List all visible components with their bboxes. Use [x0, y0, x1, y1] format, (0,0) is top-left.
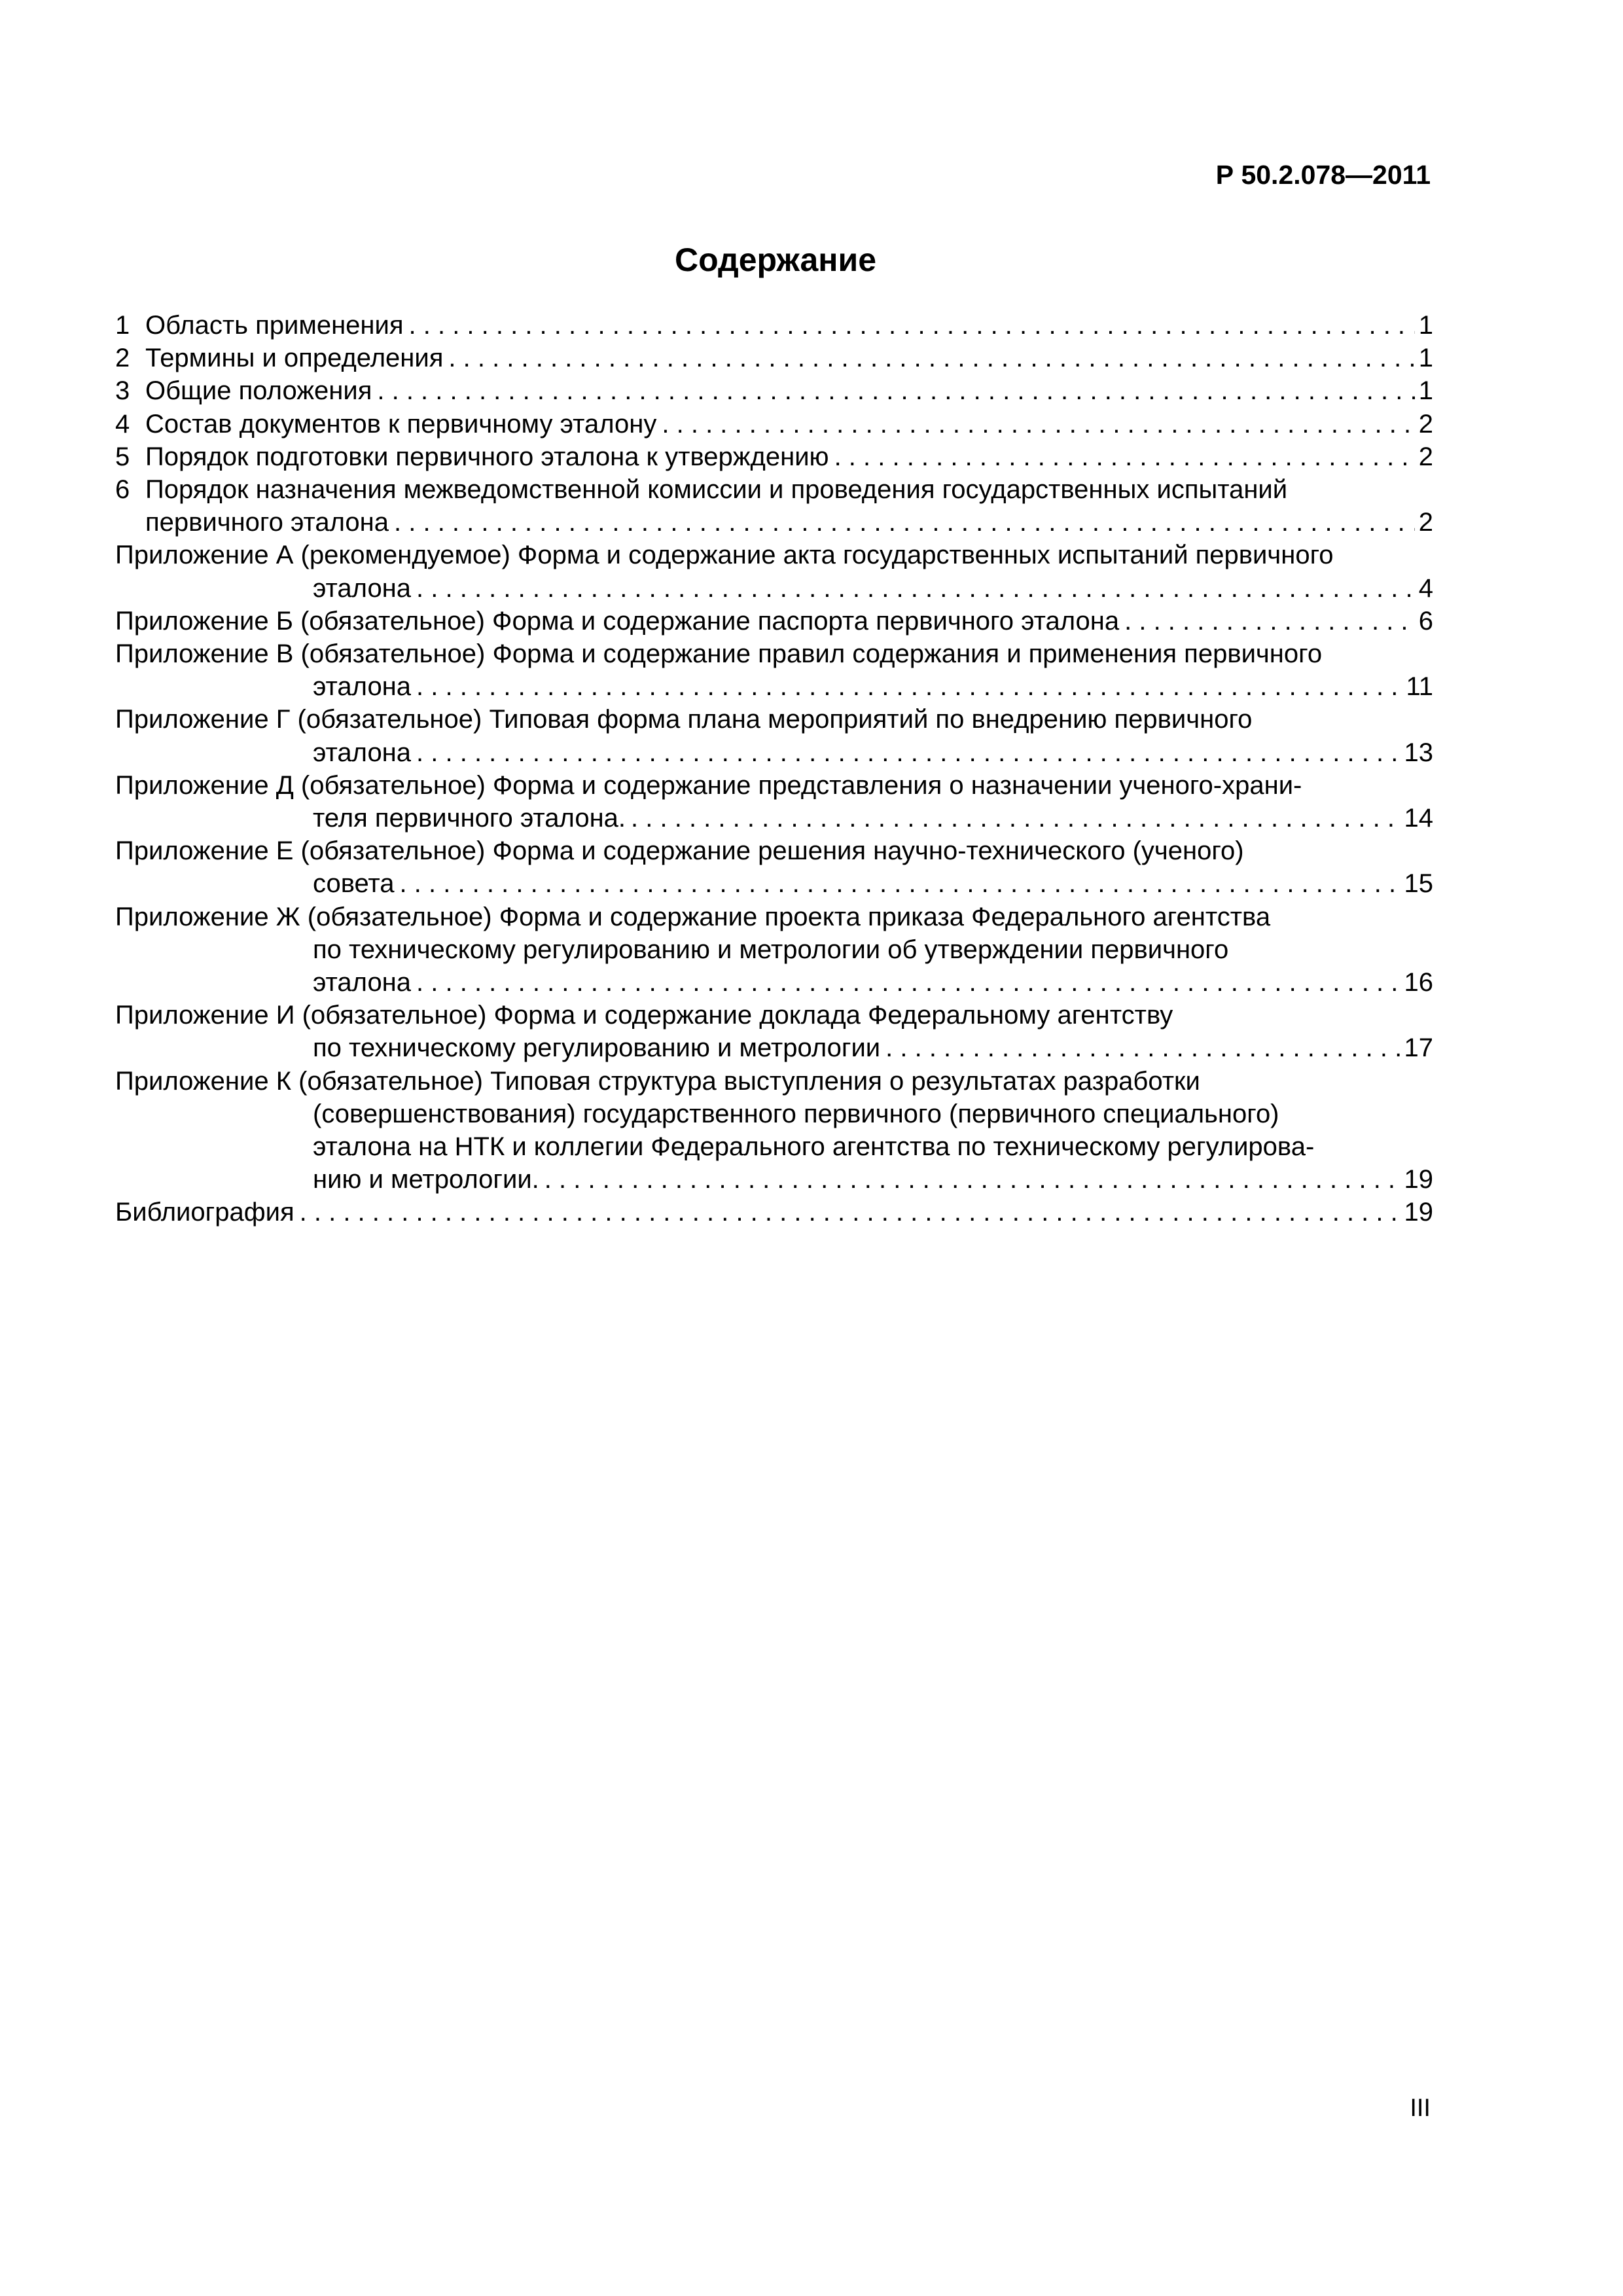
- toc-entry-number: 3: [115, 376, 130, 406]
- toc-entry-line: [115, 408, 1433, 440]
- toc-entry-line: [115, 802, 1433, 834]
- toc-entry-title: [313, 1031, 885, 1064]
- toc-entry-line: [115, 1130, 1433, 1163]
- toc-entry-title: [115, 342, 448, 374]
- toc-entry-bibliography[interactable]: [115, 1196, 1433, 1229]
- toc-entry-page: 1: [1418, 376, 1433, 406]
- toc-entry-page: 19: [1404, 1198, 1433, 1227]
- toc-entry-text: Библиография: [115, 1198, 294, 1227]
- toc-entry-text: нию и метрологии.: [313, 1165, 539, 1194]
- toc-entry[interactable]: [115, 637, 1433, 703]
- toc-entry[interactable]: [115, 309, 1433, 342]
- toc-entry-line: [115, 506, 1433, 539]
- toc-entry-line: [115, 1163, 1433, 1196]
- toc-leader-dots: [416, 966, 1400, 999]
- toc-entry-number: 5: [115, 442, 130, 471]
- toc-entry-title: [313, 966, 416, 999]
- toc-title: Содержание: [674, 242, 877, 278]
- toc-entry-number: 6: [115, 475, 130, 505]
- toc-entry-line: [115, 1065, 1433, 1098]
- toc-entry-page: 13: [1404, 738, 1433, 767]
- toc-entry[interactable]: [115, 374, 1433, 407]
- toc-entry-line: [115, 1098, 1433, 1130]
- toc-entry-title: [313, 1163, 544, 1196]
- toc-entry-text: Порядок подготовки первичного эталона к утверждению: [145, 442, 829, 471]
- toc-leader-dots: [409, 309, 1415, 342]
- toc-entry-line: [115, 1031, 1433, 1064]
- toc-leader-dots: [400, 867, 1400, 900]
- toc-entry-page: 2: [1418, 409, 1433, 439]
- toc-entry-line: [115, 309, 1433, 342]
- toc-entry-line: [115, 901, 1433, 933]
- toc-entry-line: [115, 834, 1433, 867]
- toc-entry-page: 1: [1418, 311, 1433, 340]
- toc-entry-text: Приложение Е (обязательное) Форма и содержание решения научно-технического (ученого): [115, 836, 1244, 866]
- toc-leader-dots: [416, 572, 1415, 605]
- toc-entry-line: [115, 539, 1433, 571]
- table-of-contents: [115, 309, 1433, 1229]
- toc-entry-text: по техническому регулированию и метрологии: [313, 1033, 881, 1063]
- toc-leader-dots: [662, 408, 1414, 440]
- toc-leader-dots: [416, 670, 1402, 703]
- toc-entry-line: [115, 703, 1433, 736]
- toc-entry-line: [115, 440, 1433, 473]
- toc-entry-text: эталона: [313, 573, 412, 603]
- toc-entry-page: 2: [1418, 442, 1433, 471]
- toc-entry[interactable]: [115, 769, 1433, 834]
- toc-entry-page: 15: [1404, 869, 1433, 899]
- toc-entry-text: первичного эталона: [145, 508, 389, 537]
- toc-entry-title: [115, 408, 662, 440]
- toc-entry-page: 17: [1404, 1033, 1433, 1063]
- toc-entry-title: [313, 802, 631, 834]
- toc-entry-text: эталона: [313, 738, 412, 767]
- toc-entry-text: (совершенствования) государственного первичного (первичного специального): [313, 1099, 1279, 1128]
- toc-entry-title: [115, 605, 1124, 637]
- toc-entry[interactable]: [115, 539, 1433, 604]
- toc-entry-page: 14: [1404, 804, 1433, 833]
- toc-leader-dots: [885, 1031, 1400, 1064]
- toc-leader-dots: [544, 1163, 1400, 1196]
- toc-leader-dots: [300, 1196, 1400, 1229]
- toc-entry-title: [313, 572, 416, 605]
- toc-entry-title: [115, 309, 409, 342]
- toc-entry-text: Приложение А (рекомендуемое) Форма и содержание акта государственных испытаний первичного: [115, 541, 1334, 570]
- toc-entry-title: [313, 670, 416, 703]
- toc-entry[interactable]: [115, 901, 1433, 999]
- toc-entry-text: Приложение В (обязательное) Форма и содержание правил содержания и применения первичного: [115, 639, 1323, 669]
- toc-entry-page: 4: [1418, 573, 1433, 603]
- toc-entry-line: [115, 637, 1433, 670]
- toc-entry-page: 1: [1418, 344, 1433, 373]
- toc-leader-dots: [394, 506, 1415, 539]
- toc-entry[interactable]: [115, 999, 1433, 1064]
- toc-entry-number: 2: [115, 344, 130, 373]
- toc-entry[interactable]: [115, 342, 1433, 374]
- toc-entry-line: [115, 769, 1433, 802]
- toc-entry-text: теля первичного эталона.: [313, 804, 626, 833]
- toc-entry[interactable]: [115, 408, 1433, 440]
- toc-entry-title: [115, 440, 834, 473]
- document-code: Р 50.2.078—2011: [1215, 160, 1431, 190]
- toc-entry-text: Приложение Б (обязательное) Форма и содержание паспорта первичного эталона: [115, 606, 1120, 636]
- toc-entry-line: [115, 933, 1433, 966]
- toc-leader-dots: [1124, 605, 1415, 637]
- toc-entry-text: Общие положения: [145, 376, 372, 406]
- toc-entry-line: [115, 966, 1433, 999]
- toc-entry-line: [115, 999, 1433, 1031]
- toc-entry-number: 1: [115, 311, 130, 340]
- toc-entry-text: совета: [313, 869, 395, 899]
- toc-entry[interactable]: [115, 605, 1433, 637]
- page-number: III: [1410, 2094, 1431, 2122]
- toc-leader-dots: [448, 342, 1414, 374]
- toc-entry-text: Термины и определения: [145, 344, 444, 373]
- toc-entry-line: [115, 867, 1433, 900]
- toc-entry-text: Приложение Г (обязательное) Типовая форма плана мероприятий по внедрению первичного: [115, 705, 1253, 734]
- toc-entry[interactable]: [115, 473, 1433, 539]
- toc-entry[interactable]: [115, 834, 1433, 900]
- toc-entry-title: [313, 867, 400, 900]
- toc-entry-title: [313, 736, 416, 769]
- toc-entry[interactable]: [115, 703, 1433, 768]
- toc-leader-dots: [834, 440, 1415, 473]
- toc-entry-line: [115, 342, 1433, 374]
- toc-entry-text: по техническому регулированию и метрологии об утверждении первичного: [313, 935, 1229, 964]
- toc-entry-title: [145, 506, 394, 539]
- toc-entry-line: [115, 736, 1433, 769]
- toc-entry[interactable]: [115, 440, 1433, 473]
- toc-entry-text: Приложение И (обязательное) Форма и содержание доклада Федеральному агентству: [115, 1001, 1173, 1030]
- toc-entry-page: 19: [1404, 1165, 1433, 1194]
- toc-entry-text: эталона на НТК и коллегии Федерального агентства по техническому регулирова-: [313, 1132, 1315, 1162]
- toc-entry-line: [115, 572, 1433, 605]
- toc-entry-text: Приложение Ж (обязательное) Форма и содержание проекта приказа Федерального агентства: [115, 902, 1271, 931]
- toc-entry-page: 6: [1418, 606, 1433, 636]
- toc-entry-text: эталона: [313, 968, 412, 997]
- toc-entry[interactable]: [115, 1065, 1433, 1196]
- toc-entry-line: [115, 1196, 1433, 1229]
- toc-entry-text: Состав документов к первичному эталону: [145, 409, 657, 439]
- toc-entry-text: Порядок назначения межведомственной комиссии и проведения государственных испытаний: [145, 475, 1288, 505]
- toc-entry-line: [115, 670, 1433, 703]
- toc-entry-line: [115, 473, 1433, 506]
- toc-leader-dots: [631, 802, 1400, 834]
- toc-leader-dots: [377, 374, 1414, 407]
- toc-leader-dots: [416, 736, 1400, 769]
- toc-entry-page: 2: [1418, 508, 1433, 537]
- toc-entry-page: 11: [1406, 672, 1433, 702]
- toc-entry-line: [115, 374, 1433, 407]
- toc-entry-text: эталона: [313, 672, 412, 702]
- toc-entry-title: [115, 374, 377, 407]
- toc-entry-text: Приложение Д (обязательное) Форма и содержание представления о назначении ученого-храни-: [115, 770, 1302, 800]
- toc-entry-page: 16: [1404, 968, 1433, 997]
- toc-entry-text: Область применения: [145, 311, 404, 340]
- toc-entry-number: 4: [115, 409, 130, 439]
- toc-entry-text: Приложение К (обязательное) Типовая структура выступления о результатах разработки: [115, 1066, 1200, 1096]
- toc-entry-line: [115, 605, 1433, 637]
